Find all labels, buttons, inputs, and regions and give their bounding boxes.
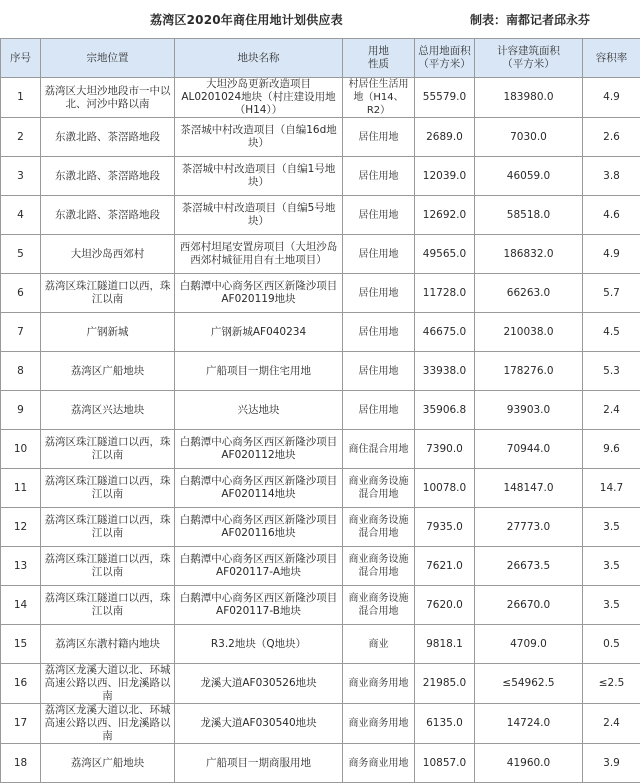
- row-plot-ratio: 4.5: [583, 313, 640, 352]
- row-plot-name: 白鹅潭中心商务区西区新隆沙项目AF020114地块: [175, 469, 343, 508]
- row-total-area: 12692.0: [415, 196, 475, 235]
- row-plot-name: 白鹅潭中心商务区西区新隆沙项目AF020117-B地块: [175, 586, 343, 625]
- row-plot-ratio: 0.5: [583, 625, 640, 664]
- row-location: 荔湾区龙溪大道以北、环城高速公路以西、旧龙溪路以南: [41, 704, 175, 744]
- row-floor-area: 14724.0: [475, 704, 583, 744]
- row-total-area: 46675.0: [415, 313, 475, 352]
- table-body: [1, 78, 640, 783]
- row-total-area: 7621.0: [415, 547, 475, 586]
- row-land-use: 商业商务设施混合用地: [343, 586, 415, 625]
- row-plot-name: 大坦沙岛更新改造项目AL0201024地块（村庄建设用地（H14））: [175, 78, 343, 118]
- table-row: [1, 704, 640, 744]
- land-use-header: 用地 性质: [343, 39, 415, 78]
- row-location: 大坦沙岛西郊村: [41, 235, 175, 274]
- row-location: 荔湾区大坦沙地段市一中以北、河沙中路以南: [41, 78, 175, 118]
- row-location: 广钢新城: [41, 313, 175, 352]
- row-land-use: 商业商务设施混合用地: [343, 469, 415, 508]
- row-plot-name: 茶滘城中村改造项目（自编1号地块）: [175, 157, 343, 196]
- row-plot-name: 广船项目一期商服用地: [175, 744, 343, 783]
- row-plot-name: 白鹅潭中心商务区西区新隆沙项目AF020119地块: [175, 274, 343, 313]
- row-location: 荔湾区珠江隧道口以西，珠江以南: [41, 586, 175, 625]
- row-floor-area: 46059.0: [475, 157, 583, 196]
- row-seq: 8: [1, 352, 41, 391]
- row-floor-area: 26673.5: [475, 547, 583, 586]
- row-land-use: 商业商务用地: [343, 664, 415, 704]
- table-row: [1, 664, 640, 704]
- row-floor-area: 66263.0: [475, 274, 583, 313]
- row-land-use: 商务商业用地: [343, 744, 415, 783]
- row-floor-area: 26670.0: [475, 586, 583, 625]
- row-land-use: 居住用地: [343, 235, 415, 274]
- row-seq: 3: [1, 157, 41, 196]
- row-seq: 1: [1, 78, 41, 118]
- row-location: 荔湾区珠江隧道口以西，珠江以南: [41, 469, 175, 508]
- row-total-area: 49565.0: [415, 235, 475, 274]
- table-row: [1, 744, 640, 783]
- table-row: [1, 586, 640, 625]
- row-land-use: 居住用地: [343, 157, 415, 196]
- table-header-row: [1, 39, 640, 78]
- row-location: 荔湾区广船地块: [41, 744, 175, 783]
- row-land-use: 居住用地: [343, 313, 415, 352]
- row-plot-ratio: 3.5: [583, 586, 640, 625]
- row-floor-area: 4709.0: [475, 625, 583, 664]
- row-plot-ratio: 4.6: [583, 196, 640, 235]
- row-plot-ratio: 3.8: [583, 157, 640, 196]
- row-location: 东漖北路、茶滘路地段: [41, 118, 175, 157]
- row-plot-name: 兴达地块: [175, 391, 343, 430]
- row-plot-ratio: 3.9: [583, 744, 640, 783]
- table-row: [1, 274, 640, 313]
- row-floor-area: 183980.0: [475, 78, 583, 118]
- row-plot-ratio: 2.6: [583, 118, 640, 157]
- row-location: 荔湾区东漖村籍内地块: [41, 625, 175, 664]
- row-land-use: 村居住生活用地（H14、R2）: [343, 78, 415, 118]
- table-row: [1, 352, 640, 391]
- table-row: [1, 196, 640, 235]
- seq-header: 序号: [1, 39, 41, 78]
- row-total-area: 2689.0: [415, 118, 475, 157]
- row-floor-area: 27773.0: [475, 508, 583, 547]
- row-floor-area: 93903.0: [475, 391, 583, 430]
- row-floor-area: 210038.0: [475, 313, 583, 352]
- table-row: [1, 391, 640, 430]
- row-land-use: 商住混合用地: [343, 430, 415, 469]
- row-seq: 16: [1, 664, 41, 704]
- row-plot-name: 白鹅潭中心商务区西区新隆沙项目AF020116地块: [175, 508, 343, 547]
- table-title: 荔湾区2020年商住用地计划供应表: [150, 11, 343, 28]
- row-floor-area: 148147.0: [475, 469, 583, 508]
- row-total-area: 35906.8: [415, 391, 475, 430]
- row-land-use: 商业: [343, 625, 415, 664]
- table-row: [1, 430, 640, 469]
- row-floor-area: 58518.0: [475, 196, 583, 235]
- row-seq: 6: [1, 274, 41, 313]
- row-seq: 2: [1, 118, 41, 157]
- row-location: 荔湾区广船地块: [41, 352, 175, 391]
- row-plot-ratio: 2.4: [583, 704, 640, 744]
- plot-name-header: 地块名称: [175, 39, 343, 78]
- author-credit: 制表：南都记者邱永芬: [470, 11, 590, 28]
- row-floor-area: 70944.0: [475, 430, 583, 469]
- row-land-use: 商业商务设施混合用地: [343, 508, 415, 547]
- row-location: 荔湾区珠江隧道口以西，珠江以南: [41, 547, 175, 586]
- row-total-area: 12039.0: [415, 157, 475, 196]
- row-seq: 4: [1, 196, 41, 235]
- row-seq: 14: [1, 586, 41, 625]
- row-total-area: 21985.0: [415, 664, 475, 704]
- row-total-area: 6135.0: [415, 704, 475, 744]
- row-total-area: 33938.0: [415, 352, 475, 391]
- row-seq: 5: [1, 235, 41, 274]
- row-seq: 15: [1, 625, 41, 664]
- row-plot-name: R3.2地块（Q地块）: [175, 625, 343, 664]
- row-location: 荔湾区龙溪大道以北、环城高速公路以西、旧龙溪路以南: [41, 664, 175, 704]
- row-plot-ratio: 5.3: [583, 352, 640, 391]
- row-plot-ratio: 4.9: [583, 78, 640, 118]
- row-location: 荔湾区珠江隧道口以西，珠江以南: [41, 508, 175, 547]
- row-plot-name: 广船项目一期住宅用地: [175, 352, 343, 391]
- row-plot-name: 龙溪大道AF030526地块: [175, 664, 343, 704]
- land-supply-table: [0, 38, 640, 783]
- table-row: [1, 118, 640, 157]
- table-row: [1, 508, 640, 547]
- row-plot-name: 龙溪大道AF030540地块: [175, 704, 343, 744]
- row-plot-ratio: 3.5: [583, 547, 640, 586]
- row-floor-area: 41960.0: [475, 744, 583, 783]
- row-land-use: 居住用地: [343, 391, 415, 430]
- row-floor-area: 7030.0: [475, 118, 583, 157]
- row-seq: 18: [1, 744, 41, 783]
- row-total-area: 7620.0: [415, 586, 475, 625]
- row-seq: 12: [1, 508, 41, 547]
- row-seq: 11: [1, 469, 41, 508]
- row-land-use: 商业商务设施混合用地: [343, 547, 415, 586]
- total-area-header: 总用地面积 （平方米）: [415, 39, 475, 78]
- floor-area-header: 计容建筑面积 （平方米）: [475, 39, 583, 78]
- table-row: [1, 625, 640, 664]
- row-land-use: 居住用地: [343, 274, 415, 313]
- row-seq: 10: [1, 430, 41, 469]
- row-floor-area: 178276.0: [475, 352, 583, 391]
- table-row: [1, 469, 640, 508]
- row-plot-ratio: 2.4: [583, 391, 640, 430]
- row-location: 东漖北路、茶滘路地段: [41, 157, 175, 196]
- row-plot-ratio: 5.7: [583, 274, 640, 313]
- row-location: 荔湾区珠江隧道口以西，珠江以南: [41, 430, 175, 469]
- row-land-use: 居住用地: [343, 118, 415, 157]
- table-row: [1, 157, 640, 196]
- row-total-area: 11728.0: [415, 274, 475, 313]
- title-bar: [0, 0, 640, 38]
- table-row: [1, 313, 640, 352]
- row-plot-name: 茶滘城中村改造项目（自编5号地块）: [175, 196, 343, 235]
- row-plot-ratio: 14.7: [583, 469, 640, 508]
- row-location: 荔湾区珠江隧道口以西，珠江以南: [41, 274, 175, 313]
- plot-ratio-header: 容积率: [583, 39, 640, 78]
- table-row: [1, 547, 640, 586]
- row-plot-ratio: 9.6: [583, 430, 640, 469]
- row-plot-name: 广钢新城AF040234: [175, 313, 343, 352]
- row-location: 荔湾区兴达地块: [41, 391, 175, 430]
- row-floor-area: ≤54962.5: [475, 664, 583, 704]
- row-plot-ratio: 3.5: [583, 508, 640, 547]
- location-header: 宗地位置: [41, 39, 175, 78]
- row-seq: 9: [1, 391, 41, 430]
- row-floor-area: 186832.0: [475, 235, 583, 274]
- row-plot-name: 白鹅潭中心商务区西区新隆沙项目AF020112地块: [175, 430, 343, 469]
- row-plot-ratio: 4.9: [583, 235, 640, 274]
- table-row: [1, 235, 640, 274]
- row-total-area: 7935.0: [415, 508, 475, 547]
- row-seq: 7: [1, 313, 41, 352]
- row-location: 东漖北路、茶滘路地段: [41, 196, 175, 235]
- row-total-area: 7390.0: [415, 430, 475, 469]
- row-seq: 13: [1, 547, 41, 586]
- row-plot-ratio: ≤2.5: [583, 664, 640, 704]
- row-land-use: 商业商务用地: [343, 704, 415, 744]
- row-plot-name: 白鹅潭中心商务区西区新隆沙项目AF020117-A地块: [175, 547, 343, 586]
- row-total-area: 10078.0: [415, 469, 475, 508]
- row-land-use: 居住用地: [343, 352, 415, 391]
- row-seq: 17: [1, 704, 41, 744]
- row-land-use: 居住用地: [343, 196, 415, 235]
- row-total-area: 9818.1: [415, 625, 475, 664]
- row-plot-name: 西郊村坦尾安置房项目（大坦沙岛西郊村城征用自有土地项目）: [175, 235, 343, 274]
- row-total-area: 55579.0: [415, 78, 475, 118]
- row-plot-name: 茶滘城中村改造项目（自编16d地块）: [175, 118, 343, 157]
- table-row: [1, 78, 640, 118]
- row-total-area: 10857.0: [415, 744, 475, 783]
